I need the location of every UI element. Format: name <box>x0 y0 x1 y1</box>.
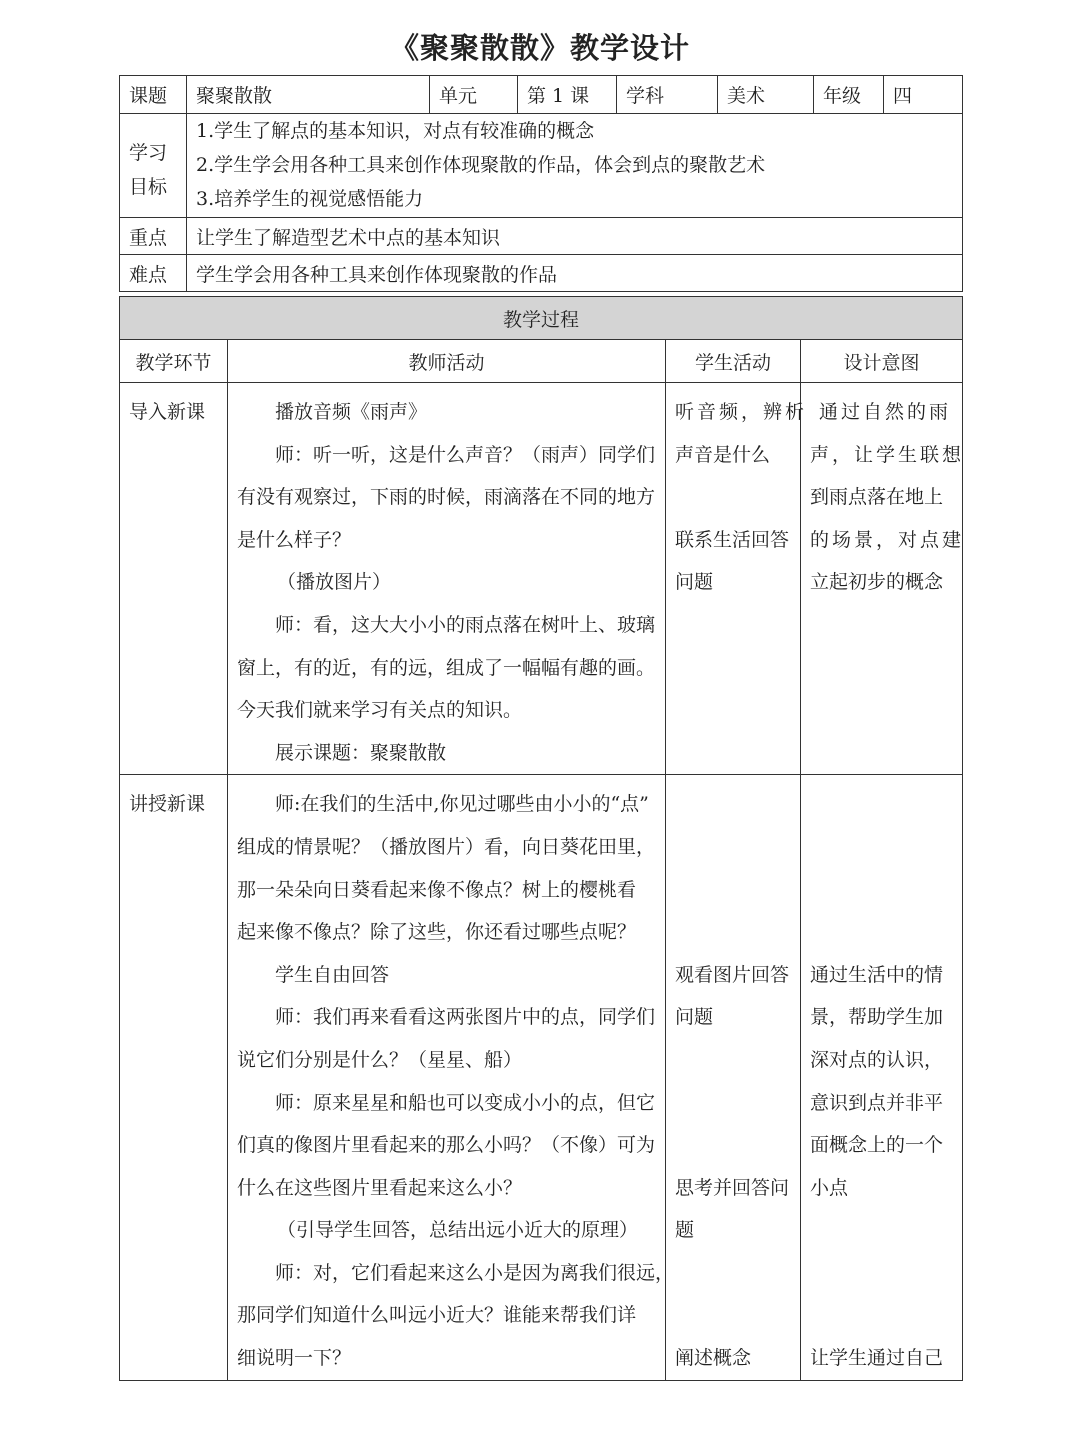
subject-label: 学科 <box>617 76 718 114</box>
intent-line: 小点 <box>810 1176 849 1199</box>
teacher-line: 那同学们知道什么叫远小近大？谁能来帮我们详 <box>237 1304 637 1327</box>
goals-list <box>187 114 963 218</box>
teacher-line: 是什么样子？ <box>237 528 352 551</box>
teacher-line: 起来像不像点？除了这些，你还看过哪些点呢？ <box>237 921 637 944</box>
student-line <box>675 826 791 869</box>
intent-line <box>810 869 953 912</box>
teacher-line: 师：对，它们看起来这么小是因为离我们很远， <box>275 1261 675 1284</box>
grade-value: 四 <box>884 76 963 114</box>
key-point-value: 让学生了解造型艺术中点的基本知识 <box>187 218 963 255</box>
student-activity-cell <box>666 775 801 1380</box>
teacher-line: 师：原来星星和船也可以变成小小的点，但它 <box>275 1091 656 1114</box>
student-line: 问题 <box>675 571 714 594</box>
student-line <box>675 1082 791 1125</box>
stage-cell <box>120 383 228 775</box>
teacher-line: 说它们分别是什么？（星星、船） <box>237 1048 523 1071</box>
intent-line: 面概念上的一个 <box>810 1134 944 1157</box>
intent-line: 到雨点落在地上 <box>810 486 944 509</box>
info-row <box>120 76 963 114</box>
intent-line <box>810 1252 953 1295</box>
unit-label: 单元 <box>430 76 518 114</box>
teacher-line: 那一朵朵向日葵看起来像不像点？树上的樱桃看 <box>237 878 637 901</box>
header-intent: 设计意图 <box>801 340 963 383</box>
student-line <box>675 1294 791 1337</box>
teacher-line: 师：听一听，这是什么声音？（雨声）同学们 <box>275 443 656 466</box>
design-intent-cell <box>801 383 963 775</box>
student-line <box>675 1252 791 1295</box>
intent-line: 景，帮助学生加 <box>810 1006 944 1029</box>
student-line: 观看图片回答 <box>675 963 790 986</box>
design-intent-cell <box>801 775 963 1380</box>
lesson-label: 课题 <box>120 76 187 114</box>
teacher-line: 播放音频《雨声》 <box>275 401 428 423</box>
goals-row <box>120 114 963 218</box>
key-point-label: 重点 <box>120 218 187 255</box>
student-line <box>675 869 791 912</box>
goal-item: 3.培养学生的视觉感悟能力 <box>196 188 424 210</box>
teacher-line: 师：我们再来看看这两张图片中的点，同学们 <box>275 1006 656 1029</box>
teacher-line: 展示课题：聚聚散散 <box>275 741 447 764</box>
student-line: 阐述概念 <box>675 1347 752 1370</box>
goal-item: 2.学生学会用各种工具来创作体现聚散的作品，体会到点的聚散艺术 <box>196 154 766 176</box>
intent-line: 的场景，对点建 <box>810 528 965 551</box>
header-teacher: 教师活动 <box>228 340 666 383</box>
student-line: 题 <box>675 1219 695 1242</box>
teacher-line: 组成的情景呢？（播放图片）看，向日葵花田里， <box>237 835 656 858</box>
difficulty-label: 难点 <box>120 255 187 292</box>
student-line <box>675 911 791 954</box>
intent-line <box>810 826 953 869</box>
teacher-activity-cell <box>228 383 666 775</box>
goal-item: 1.学生了解点的基本知识，对点有较准确的概念 <box>196 120 595 142</box>
teacher-line: 师:在我们的生活中,你见过哪些由小小的“点” <box>275 793 649 816</box>
lesson-info-table <box>119 75 963 292</box>
intent-line <box>810 911 953 954</box>
teacher-line: （引导学生回答，总结出远小近大的原理） <box>277 1219 639 1242</box>
header-student: 学生活动 <box>666 340 801 383</box>
student-line <box>675 1039 791 1082</box>
subject-value: 美术 <box>718 76 814 114</box>
document-title: 《聚聚散散》教学设计 <box>389 31 690 65</box>
grade-label: 年级 <box>814 76 884 114</box>
student-line: 听音频，辨析 <box>675 401 808 423</box>
teacher-line: （播放图片） <box>277 571 392 594</box>
student-line: 声音是什么 <box>675 443 771 466</box>
teacher-line: 们真的像图片里看起来的那么小吗？（不像）可为 <box>237 1134 656 1157</box>
process-band <box>120 297 963 340</box>
student-line: 思考并回答问 <box>675 1176 790 1199</box>
teacher-line: 学生自由回答 <box>275 963 390 986</box>
student-line <box>675 1124 791 1167</box>
intent-line: 声，让学生联想 <box>810 443 965 466</box>
process-row-lecture <box>120 775 963 1380</box>
intent-line: 深对点的认识， <box>810 1048 944 1071</box>
unit-value: 第 1 课 <box>518 76 617 114</box>
intent-line: 意识到点并非平 <box>810 1091 944 1114</box>
header-stage: 教学环节 <box>120 340 228 383</box>
student-line: 问题 <box>675 1006 714 1029</box>
difficulty-row <box>120 255 963 292</box>
process-row-intro <box>120 383 963 775</box>
intent-line: 通过生活中的情 <box>810 963 944 986</box>
teacher-line: 今天我们就来学习有关点的知识。 <box>237 699 523 722</box>
stage-cell <box>120 775 228 1380</box>
goals-label <box>120 114 187 218</box>
teacher-activity-cell <box>228 775 675 1380</box>
student-line: 联系生活回答 <box>675 528 790 551</box>
intent-line <box>810 783 953 826</box>
process-title: 教学过程 <box>120 297 963 340</box>
goals-label-line2: 目标 <box>129 176 168 198</box>
intent-line: 通过自然的雨 <box>819 401 952 423</box>
intent-line <box>810 1209 953 1252</box>
key-point-row <box>120 218 963 255</box>
intent-line: 立起初步的概念 <box>810 571 944 594</box>
intent-line: 让学生通过自己 <box>810 1347 944 1370</box>
process-header-row <box>120 340 963 383</box>
intent-line <box>810 1294 953 1337</box>
student-line <box>675 783 791 826</box>
lesson-value: 聚聚散散 <box>187 76 430 114</box>
stage-name: 讲授新课 <box>129 793 206 816</box>
teacher-line: 师：看，这大大小小的雨点落在树叶上、玻璃 <box>275 613 656 636</box>
student-line <box>675 476 791 519</box>
teaching-process-table <box>119 296 963 1381</box>
teacher-line: 什么在这些图片里看起来这么小？ <box>237 1176 523 1199</box>
teacher-line: 细说明一下？ <box>237 1347 352 1370</box>
difficulty-value: 学生学会用各种工具来创作体现聚散的作品 <box>187 255 963 292</box>
teacher-line: 有没有观察过，下雨的时候，雨滴落在不同的地方 <box>237 486 656 509</box>
teacher-line: 窗上，有的近，有的远，组成了一幅幅有趣的画。 <box>237 656 656 679</box>
stage-name: 导入新课 <box>129 401 206 423</box>
student-activity-cell <box>666 383 808 775</box>
goals-label-line1: 学习 <box>129 142 168 164</box>
